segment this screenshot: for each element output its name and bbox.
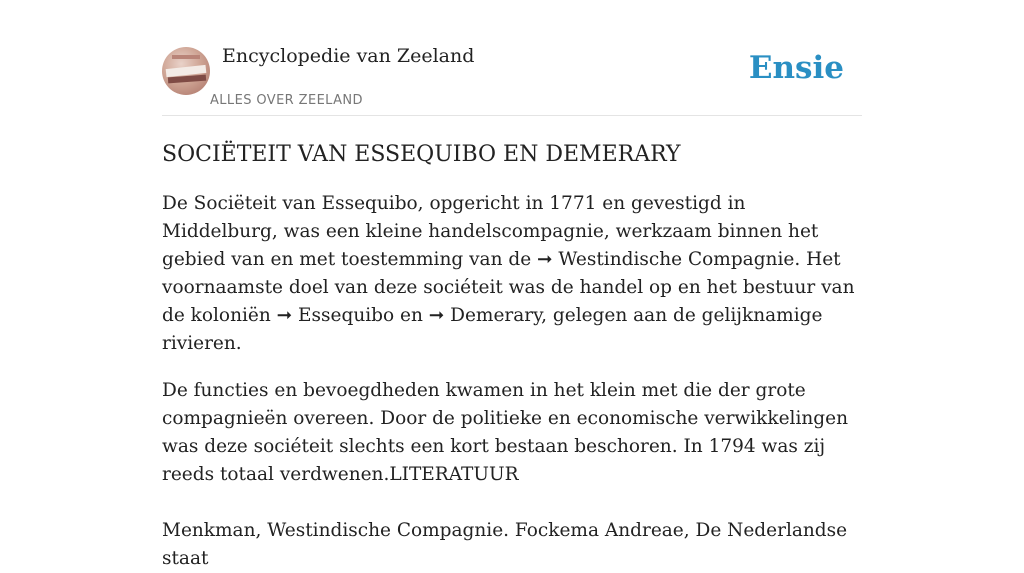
link-essequibo[interactable]: ➞ Essequibo [276,305,395,326]
paragraph-text: en [394,305,429,326]
article-paragraph-2: De functies en bevoegdheden kwamen in het klein met die der grote compagnieën overeen. Door de politieke en economische verwikkelingen was deze sociéteit slechts een kort bestaan beschoren. In 1794 was zij reeds totaal verdwenen.LITERATUUR [162,380,849,485]
link-westindische-compagnie[interactable]: ➞ Westindische Compagnie [537,249,795,270]
content-column [162,0,862,573]
article-references: Menkman, Westindische Compagnie. Fockema Andreae, De Nederlandse staat [162,520,848,569]
site-logo-avatar[interactable] [162,47,210,95]
ensie-brand-logo[interactable]: Ensie [748,50,844,86]
article-paragraph-1 [162,190,862,358]
link-demerary[interactable]: ➞ Demerary [428,305,542,326]
paragraph-text: De Sociëteit van Essequibo, opgericht in 1771 en gevestigd in Middelburg, was een kleine handelscompagnie, werkzaam binnen het gebied van en met toestemming van de [162,193,819,270]
paragraph-text: , gelegen aan de gelijknamige rivieren. [162,305,823,354]
paragraph-text: . Het voornaamste doel van deze sociéteit was de handel op en het bestuur van de koloniën [162,249,855,326]
site-title-link[interactable]: Encyclopedie van Zeeland [222,45,475,67]
article-title: SOCIËTEIT VAN ESSEQUIBO EN DEMERARY [162,142,681,167]
avatar-detail [168,75,206,84]
site-header [162,0,862,116]
avatar-detail [172,55,200,59]
site-tagline: ALLES OVER ZEELAND [210,93,363,108]
